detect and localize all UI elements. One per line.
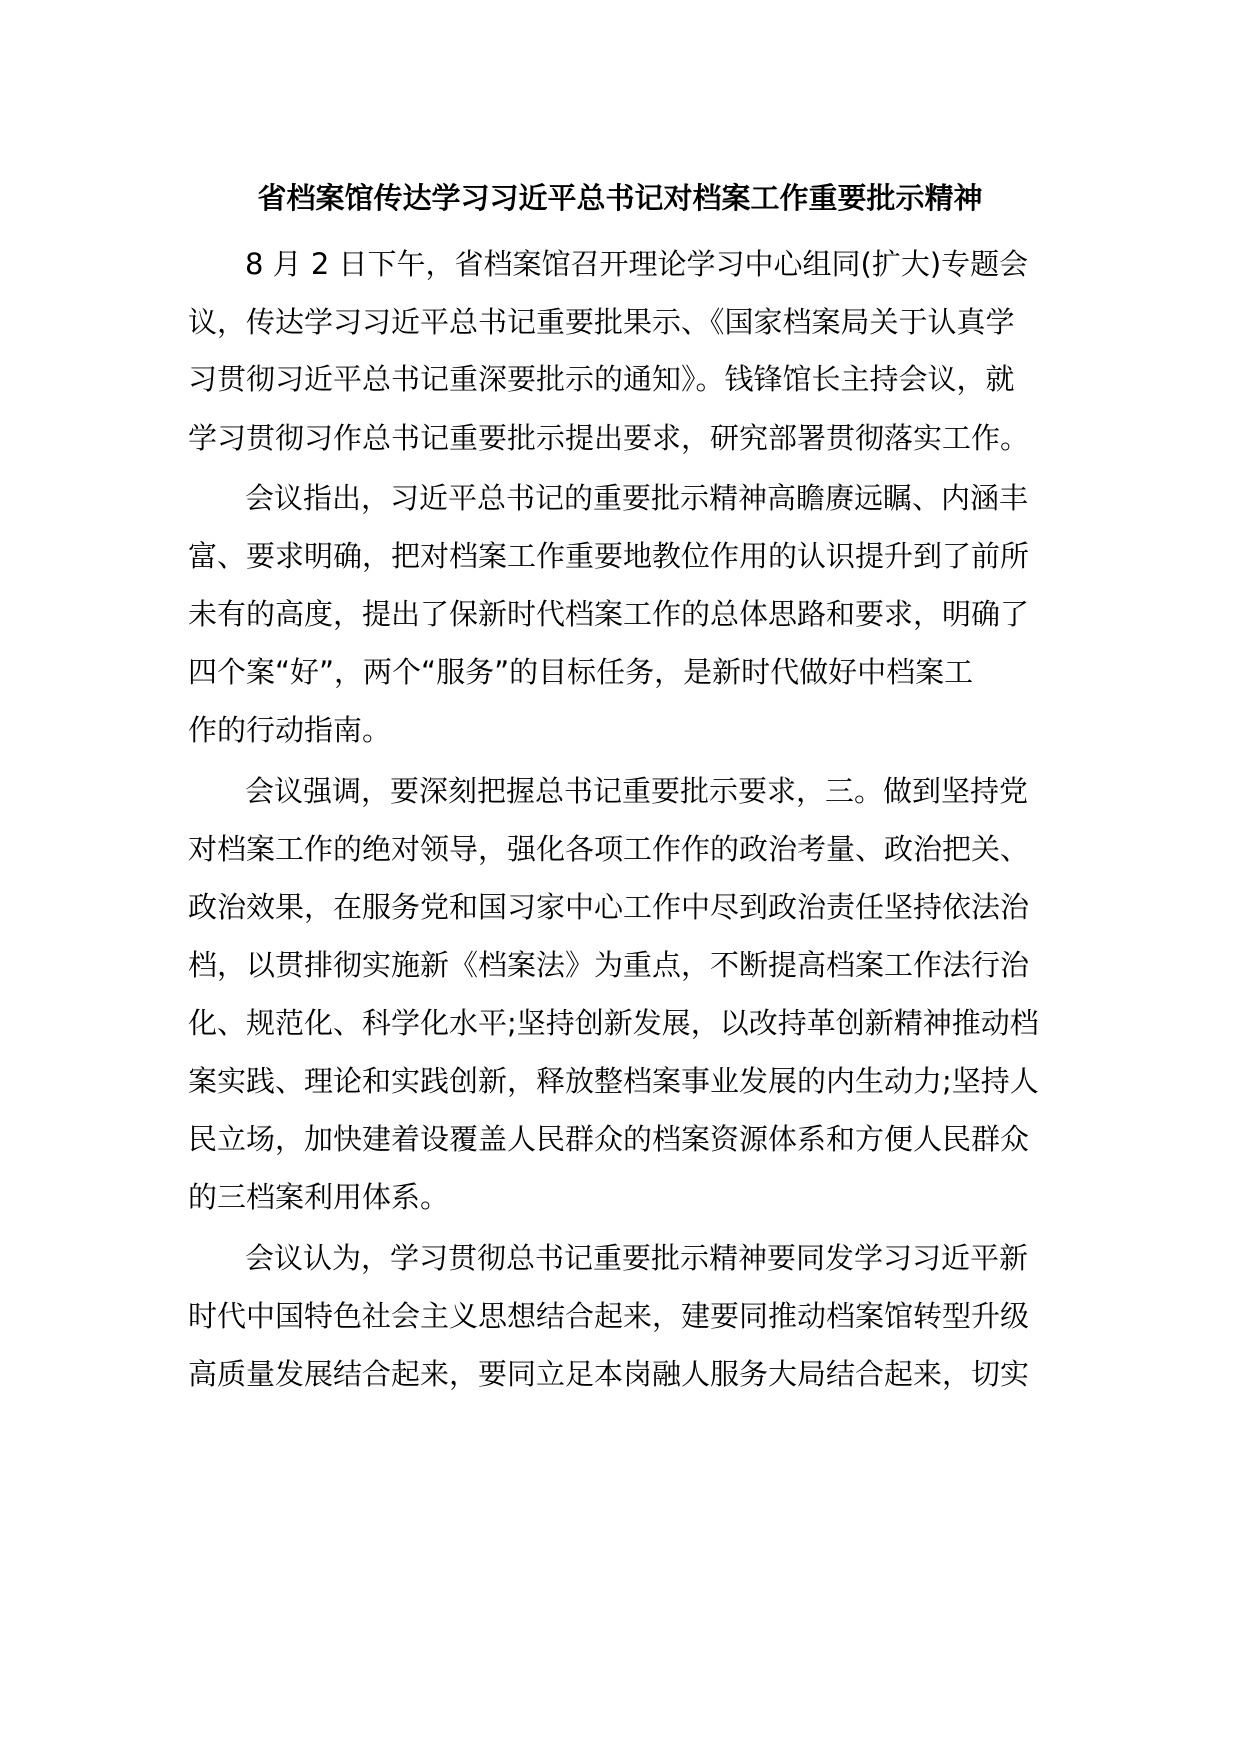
paragraph-3-line-6: 案实践、理论和实践创新，释放整档案事业发展的内生动力;坚持人 (188, 1064, 1039, 1098)
paragraph-2-line-4: 四个案“好”，两个“服务”的目标任务，是新时代做好中档案工 (188, 655, 974, 689)
paragraph-2-line-5: 作的行动指南。 (188, 713, 392, 747)
paragraph-3-line-2: 对档案工作的绝对领导，强化各项工作作的政治考量、政治把关、 (188, 832, 1030, 866)
paragraph-4-line-3: 高质量发展结合起来，要同立足本岗融人服务大局结合起来，切实 (188, 1357, 1030, 1391)
paragraph-1-line-1: 8 月 2 日下午，省档案馆召开理论学习中心组同(扩大)专题会 (245, 247, 1029, 281)
paragraph-3-line-4: 档，以贯排彻实施新《档案法》为重点，不断提高档案工作法行治 (188, 948, 1030, 982)
paragraph-3-line-8: 的三档案利用体系。 (188, 1180, 450, 1214)
paragraph-2-line-1: 会议指出，习近平总书记的重要批示精神高瞻赓远瞩、内涵丰 (245, 481, 1029, 515)
paragraph-3-line-1: 会议强调，要深刻把握总书记重要批示要求，三。做到坚持党 (245, 774, 1029, 808)
paragraph-2-line-3: 未有的高度，提出了保新时代档案工作的总体思路和要求，明确了 (188, 597, 1030, 631)
paragraph-3-line-5: 化、规范化、科学化水平;坚持创新发展，以改持革创新精神推动档 (188, 1006, 1039, 1040)
paragraph-1-line-2: 议，传达学习习近平总书记重要批果示、《国家档案局关于认真学 (188, 305, 1015, 339)
paragraph-4-line-1: 会议认为，学习贯彻总书记重要批示精神要同发学习习近平新 (245, 1241, 1029, 1275)
paragraph-2-line-2: 富、要求明确，把对档案工作重要地教位作用的认识提升到了前所 (188, 539, 1030, 573)
paragraph-3-line-7: 民立场，加快建着设覆盖人民群众的档案资源体系和方便人民群众 (188, 1122, 1030, 1156)
paragraph-3-line-3: 政治效果，在服务党和国习家中心工作中尽到政治责任坚持依法治 (188, 890, 1030, 924)
paragraph-1-line-4: 学习贯彻习作总书记重要批示提出要求，研究部署贯彻落实工作。 (188, 421, 1030, 455)
paragraph-4-line-2: 时代中国特色社会主义思想结合起来，建要同推动档案馆转型升级 (188, 1299, 1030, 1333)
document-title: 省档案馆传达学习习近平总书记对档案工作重要批示精神 (257, 181, 983, 215)
paragraph-1-line-3: 习贯彻习近平总书记重深要批示的通知》。钱锋馆长主持会议，就 (188, 362, 1015, 396)
